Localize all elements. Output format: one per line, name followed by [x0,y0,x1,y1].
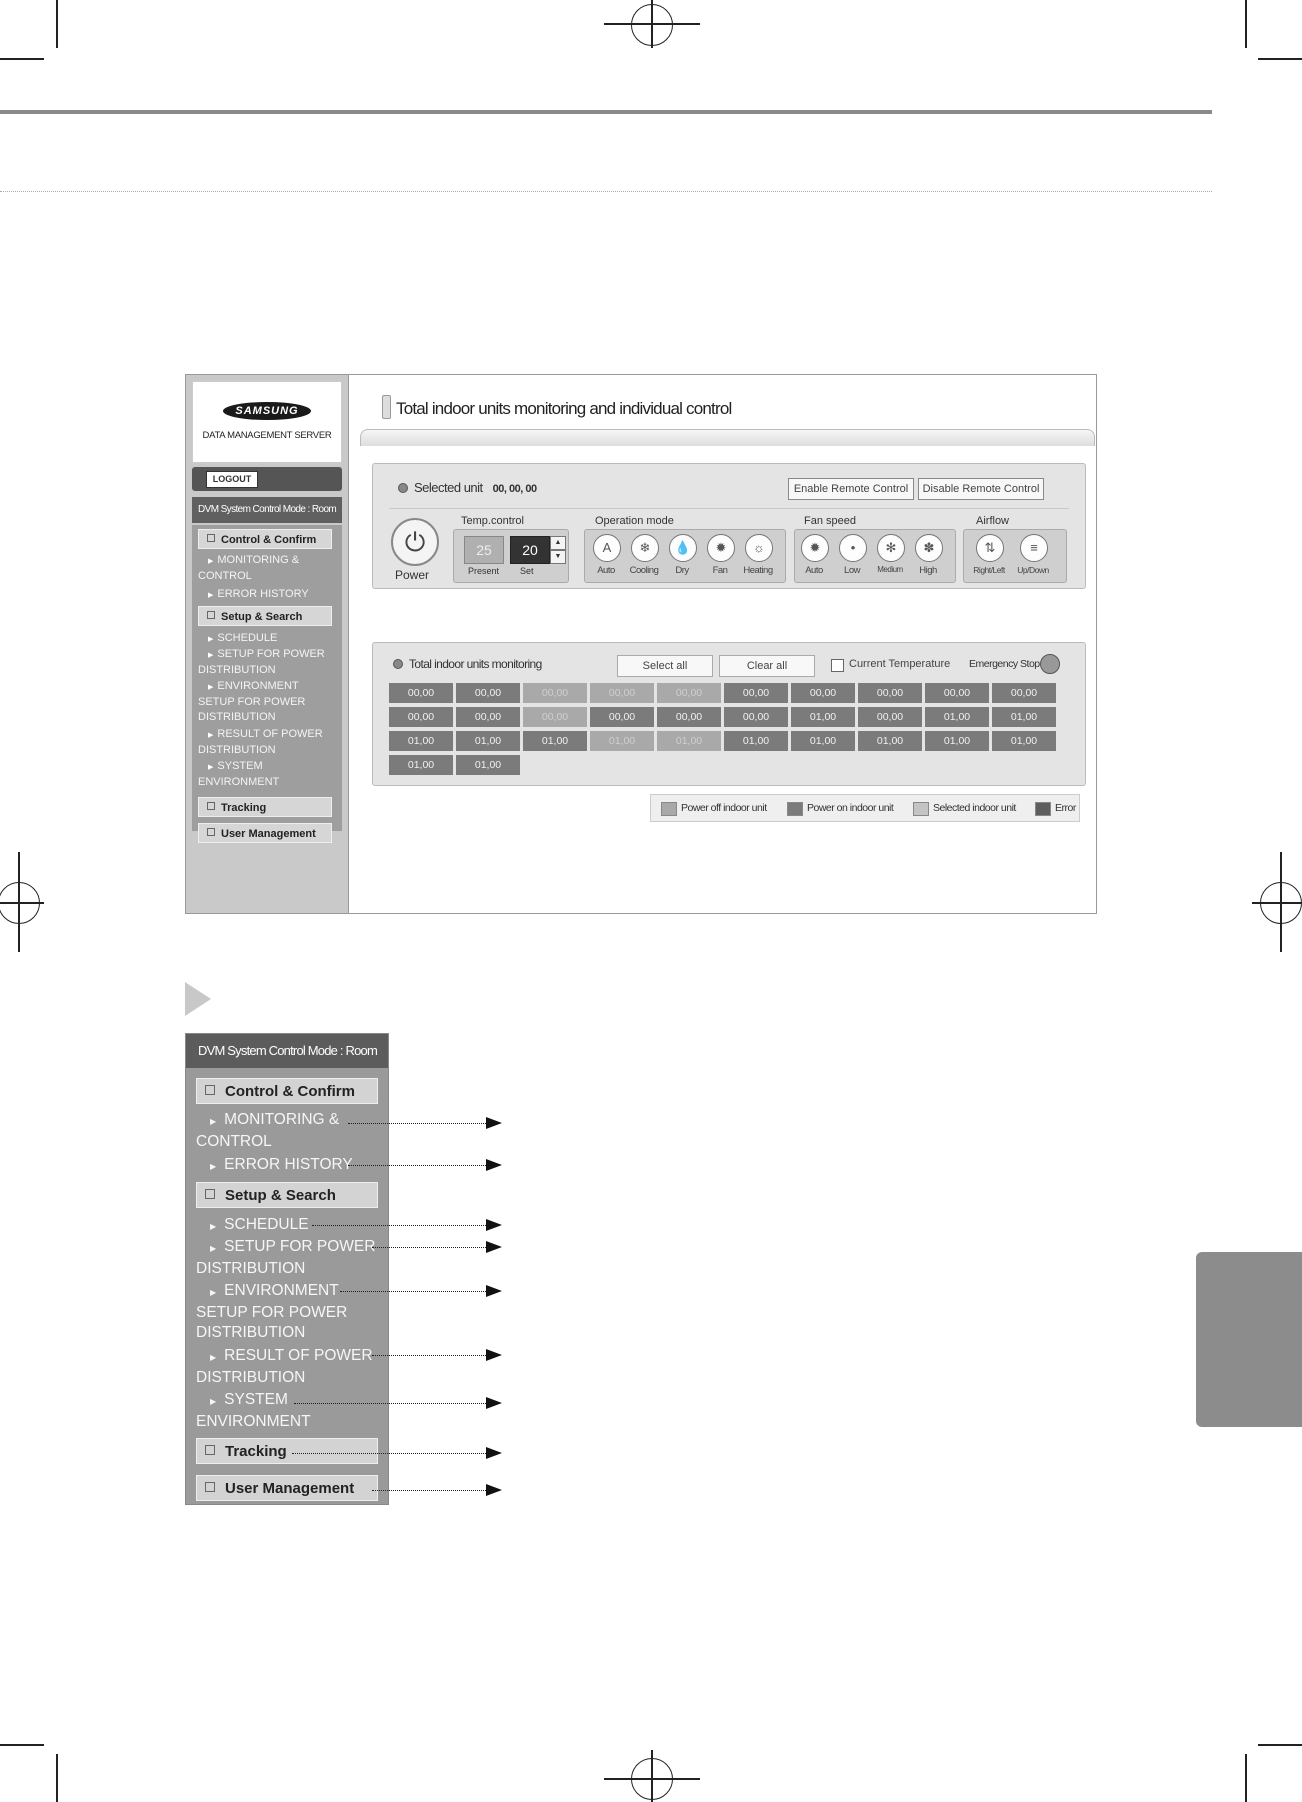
leader-line [292,1453,486,1454]
expand-icon [207,802,215,810]
unit-cell[interactable]: 01,00 [456,731,520,751]
unit-cell[interactable]: 01,00 [456,755,520,775]
bullet-icon: ▶ [210,1397,217,1406]
fan-icon[interactable]: ✹ [707,534,735,562]
mode-label: DVM System Control Mode : Room [192,497,342,523]
unit-cell[interactable]: 01,00 [389,731,453,751]
panel-divider [389,508,1069,509]
temp-control-group [453,529,569,583]
set-label: Set [520,566,534,576]
unit-cell[interactable]: 01,00 [389,755,453,775]
menu-item-label: ENVIRONMENT SETUP FOR POWER DISTRIBUTION [196,1282,348,1341]
zoom-item-error-history[interactable] [196,1155,386,1177]
crop-mark [0,1744,44,1746]
gray-side-tab [1196,1252,1302,1427]
dry-icon[interactable]: 💧 [669,534,697,562]
disable-remote-button[interactable]: Disable Remote Control [918,478,1044,500]
unit-cell[interactable]: 00,00 [657,707,721,727]
bullet-icon: ▶ [210,1222,217,1231]
operation-mode-label: Operation mode [595,515,674,527]
fan-medium-icon[interactable]: ✻ [877,534,905,562]
mode-label: Heating [743,565,773,576]
zoom-item-monitoring-control[interactable] [196,1110,386,1152]
heating-icon[interactable]: ☼ [745,534,773,562]
section-label: Tracking [225,1443,287,1460]
sidebar-menu [192,525,342,831]
unit-cell[interactable]: 00,00 [724,683,788,703]
mode-label: Cooling [629,565,659,576]
menu-item-label: SCHEDULE [217,632,278,644]
unit-cell[interactable]: 01,00 [657,731,721,751]
legend-swatch-error [1035,802,1051,816]
set-temp[interactable]: 20 [510,536,550,564]
unit-cell[interactable]: 00,00 [925,683,989,703]
bullet-icon: ▶ [208,732,214,739]
zoom-mode-label: DVM System Control Mode : Room [186,1034,388,1068]
arrow-right-icon [486,1241,502,1253]
menu-item-schedule[interactable] [198,631,332,647]
mode-label: Fan [712,565,728,576]
unit-cell[interactable]: 00,00 [523,707,587,727]
mode-label: Auto [597,565,615,576]
power-icon[interactable]: ⏻ [391,518,439,566]
monitoring-label: Total indoor units monitoring [409,657,542,671]
temp-down-icon[interactable]: ▼ [550,550,566,564]
selected-unit [398,480,537,495]
fan-label: Medium [877,565,903,574]
airflow-mode-label: Up/Down [1017,565,1049,575]
auto-mode-icon[interactable]: A [593,534,621,562]
crop-mark [1258,1744,1302,1746]
menu-item-environment-setup[interactable] [198,679,332,725]
menu-item-label: SYSTEM ENVIRONMENT [198,760,280,788]
unit-cell[interactable]: 01,00 [992,707,1056,727]
fan-label: Low [844,565,860,576]
content-header [348,375,1096,439]
arrow-right-icon [486,1117,502,1129]
crop-mark [1245,0,1247,48]
crop-mark [1245,1754,1247,1802]
unit-cell[interactable]: 01,00 [523,731,587,751]
operation-mode-group [584,529,786,583]
menu-section-tracking[interactable] [198,797,332,817]
unit-cell[interactable]: 01,00 [858,731,922,751]
menu-item-result-power-distribution[interactable] [198,727,332,758]
legend-swatch-off [661,802,677,816]
expand-icon [205,1445,215,1455]
logo-box [192,381,342,463]
unit-cell[interactable]: 00,00 [657,683,721,703]
leader-line [372,1355,486,1356]
selected-unit-label: Selected unit [414,480,483,495]
unit-cell[interactable]: 00,00 [389,707,453,727]
arrow-right-icon [486,1397,502,1409]
zoom-section-user-management[interactable] [196,1475,378,1501]
title-shelf [360,429,1095,446]
menu-item-setup-power-distribution[interactable] [198,647,332,678]
leader-line [372,1490,486,1491]
zoom-item-system-environment[interactable] [196,1390,386,1432]
current-temperature-label: Current Temperature [849,658,951,670]
legend-label: Error [1055,802,1076,814]
menu-item-label: SETUP FOR POWER DISTRIBUTION [196,1238,376,1277]
cooling-icon[interactable]: ❄ [631,534,659,562]
crop-mark [1258,58,1302,60]
menu-item-label: RESULT OF POWER DISTRIBUTION [198,728,323,756]
airflow-mode-label: Right/Left [973,565,1005,575]
bullet-icon: ▶ [208,558,214,565]
bullet-icon: ▶ [208,592,214,599]
section-label: Control & Confirm [225,1083,355,1100]
unit-cell[interactable]: 00,00 [858,683,922,703]
legend-label: Power off indoor unit [681,802,767,814]
logo-subtitle: DATA MANAGEMENT SERVER [202,430,332,441]
emergency-stop-label: Emergency Stop [969,658,1040,670]
legend [650,794,1080,822]
section-label: Control & Confirm [221,534,317,546]
unit-cell[interactable]: 00,00 [858,707,922,727]
leader-line [372,1247,486,1248]
unit-cell[interactable]: 01,00 [724,731,788,751]
menu-item-label: ERROR HISTORY [224,1156,353,1173]
menu-item-system-environment[interactable] [198,759,332,790]
expand-icon [207,611,215,619]
present-label: Present [468,566,500,576]
menu-section-control-confirm[interactable] [198,529,332,549]
crop-mark [0,58,44,60]
header-rule [0,110,1212,114]
temp-up-icon[interactable]: ▲ [550,536,566,550]
sidebar [186,375,349,913]
zoom-item-setup-power-distribution[interactable] [196,1237,386,1279]
zoom-item-result-power-distribution[interactable] [196,1346,386,1388]
section-label: Setup & Search [221,611,303,623]
menu-item-label: SETUP FOR POWER DISTRIBUTION [198,648,325,676]
menu-item-label: SYSTEM ENVIRONMENT [196,1391,311,1430]
expand-icon [207,828,215,836]
selected-unit-value: 00, 00, 00 [492,483,537,495]
fan-speed-label: Fan speed [804,515,856,527]
leader-line [348,1165,486,1166]
leader-line [348,1123,486,1124]
unit-cell[interactable]: 01,00 [791,731,855,751]
logout-bar [192,467,342,491]
bullet-icon: ▶ [210,1117,217,1126]
unit-cell[interactable]: 01,00 [791,707,855,727]
samsung-logo: SAMSUNG [223,402,310,420]
menu-section-user-management[interactable] [198,823,332,843]
unit-cell[interactable]: 00,00 [389,683,453,703]
menu-section-setup-search[interactable] [198,606,332,626]
monitoring-title [393,657,542,671]
section-label: Setup & Search [225,1187,336,1204]
unit-cell[interactable]: 01,00 [992,731,1056,751]
menu-item-label: MONITORING & CONTROL [198,554,300,582]
arrow-right-icon [486,1349,502,1361]
crop-mark [56,1754,58,1802]
enable-remote-button[interactable]: Enable Remote Control [788,478,914,500]
unit-cell[interactable]: 00,00 [992,683,1056,703]
page-title: Total indoor units monitoring and individual control [396,399,732,418]
arrow-right-icon [486,1159,502,1171]
crop-mark [56,0,58,48]
dotted-divider [0,191,1212,192]
unit-cell[interactable]: 01,00 [590,731,654,751]
menu-item-label: RESULT OF POWER DISTRIBUTION [196,1347,373,1386]
expand-icon [205,1189,215,1199]
unit-cell[interactable]: 00,00 [456,707,520,727]
section-label: User Management [221,828,316,840]
app-screenshot [185,374,1097,914]
zoom-section-tracking[interactable] [196,1438,378,1464]
menu-item-label: MONITORING & CONTROL [196,1111,340,1150]
airflow-right-left-icon[interactable]: ⇅ [976,534,1004,562]
airflow-up-down-icon[interactable]: ≡ [1020,534,1048,562]
bullet-icon: ▶ [210,1162,217,1171]
menu-item-label: SCHEDULE [224,1216,309,1233]
triangle-pointer-icon [185,982,211,1016]
arrow-right-icon [486,1484,502,1496]
temp-control-label: Temp.control [461,515,524,527]
airflow-label: Airflow [976,515,1010,527]
unit-cell[interactable]: 00,00 [456,683,520,703]
section-label: User Management [225,1480,355,1497]
monitoring-panel [372,642,1086,786]
arrow-right-icon [486,1219,502,1231]
fan-high-icon[interactable]: ✽ [915,534,943,562]
bullet-icon: ▶ [210,1244,217,1253]
section-label: Tracking [221,802,267,814]
expand-icon [207,534,215,542]
expand-icon [205,1482,215,1492]
unit-cell[interactable]: 00,00 [523,683,587,703]
expand-icon [205,1085,215,1095]
unit-cell[interactable]: 00,00 [791,683,855,703]
current-temperature-checkbox[interactable] [831,659,844,672]
fan-speed-group [794,529,956,583]
unit-cell[interactable]: 00,00 [724,707,788,727]
control-panel [372,463,1086,589]
menu-item-monitoring-control[interactable] [198,553,332,584]
fan-auto-icon[interactable]: ✹ [801,534,829,562]
legend-swatch-selected [913,802,929,816]
legend-label: Selected indoor unit [933,802,1016,814]
unit-cell[interactable]: 00,00 [590,683,654,703]
fan-label: High [919,565,937,576]
select-all-button[interactable]: Select all [617,655,713,677]
status-dot-icon [393,659,403,669]
legend-swatch-on [787,802,803,816]
menu-item-label: ERROR HISTORY [217,588,309,600]
zoom-item-schedule[interactable] [196,1215,386,1237]
mode-label: Dry [675,565,689,576]
bullet-icon: ▶ [208,652,214,659]
leader-line [340,1291,486,1292]
clear-all-button[interactable]: Clear all [719,655,815,677]
bullet-icon: ▶ [210,1288,217,1297]
fan-low-icon[interactable]: • [839,534,867,562]
bullet-icon: ▶ [208,684,214,691]
bullet-icon: ▶ [210,1353,217,1362]
power-label: Power [395,568,430,582]
unit-cell[interactable]: 01,00 [925,731,989,751]
leader-line [312,1225,486,1226]
bullet-icon: ▶ [208,636,214,643]
menu-item-error-history[interactable] [198,587,332,603]
status-dot-icon [398,483,408,493]
arrow-right-icon [486,1447,502,1459]
present-temp: 25 [464,536,504,564]
bullet-icon: ▶ [208,764,214,771]
zoomed-menu [185,1033,389,1505]
zoom-section-control-confirm[interactable] [196,1078,378,1104]
airflow-group [963,529,1067,583]
legend-label: Power on indoor unit [807,802,894,814]
arrow-right-icon [486,1285,502,1297]
title-indicator [382,395,391,419]
zoom-section-setup-search[interactable] [196,1182,378,1208]
unit-cell[interactable]: 01,00 [925,707,989,727]
menu-item-label: ENVIRONMENT SETUP FOR POWER DISTRIBUTION [198,680,306,723]
leader-line [294,1403,486,1404]
fan-label: Auto [805,565,823,576]
emergency-stop-button[interactable] [1040,654,1060,674]
logout-button[interactable]: LOGOUT [206,471,258,488]
unit-cell[interactable]: 00,00 [590,707,654,727]
